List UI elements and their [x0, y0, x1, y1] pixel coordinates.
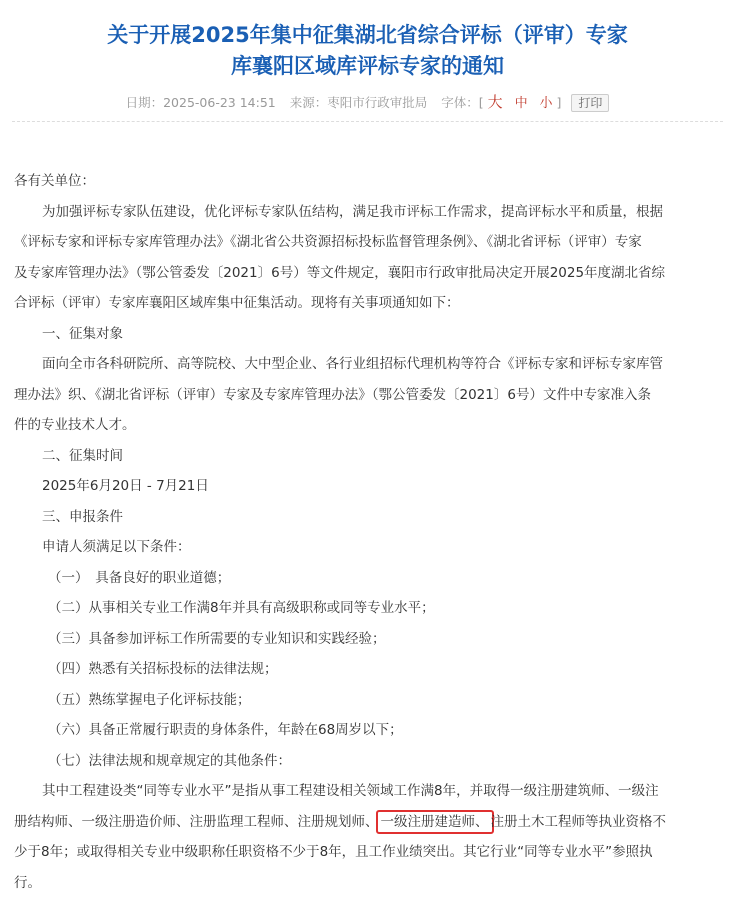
header-divider [12, 121, 723, 122]
condition-item: （五）熟练掌握电子化评标技能； [48, 691, 251, 708]
equivalent-level-line-4: 行。 [14, 874, 41, 891]
equivalent-level-line-2-start: 册结构师、一级注册造价师、注册监理工程师、注册规划师、 [14, 813, 379, 830]
intro-line-4: 合评标（评审）专家库襄阳区域库集中征集活动。现将有关事项通知如下： [14, 295, 460, 311]
source-name: 枣阳市行政审批局 [327, 95, 428, 110]
article-body [14, 166, 718, 898]
article-meta [0, 92, 735, 114]
salutation: 各有关单位： [14, 173, 95, 189]
equivalent-level-line-2-end: 注册土木工程师等执业资格不 [490, 813, 666, 830]
condition-item: （四）熟悉有关招标投标的法律法规； [48, 661, 278, 677]
font-size-large-button[interactable]: 大 [487, 93, 503, 111]
intro-line-1: 为加强评标专家队伍建设，优化评标专家队伍结构，满足我市评标工作需求，提高评标水平和质量，根据 [42, 203, 663, 220]
section-2-text: 2025年6月20日 - 7月21日 [42, 478, 209, 494]
bracket-open: [ [478, 95, 484, 110]
condition-item: （三）具备参加评标工作所需要的专业知识和实践经验； [48, 630, 386, 647]
intro-line-2: 《评标专家和评标专家库管理办法》《湖北省公共资源招标投标监督管理条例》、《湖北省评标（评审）专家 [14, 234, 642, 250]
section-1-heading: 一、征集对象 [42, 325, 123, 342]
equivalent-level-line-1: 其中工程建设类“同等专业水平”是指从事工程建设相关领域工作满8年，并取得一级注册建筑师、一级注 [42, 783, 659, 799]
section-3-heading: 三、申报条件 [42, 508, 123, 525]
highlighted-qualification: 一级注册建造师、 [376, 810, 494, 834]
section-1-line-1: 面向全市各科研院所、高等院校、大中型企业、各行业组招标代理机构等符合《评标专家和评标专家库管 [42, 356, 663, 372]
title-line-1: 关于开展2025年集中征集湖北省综合评标（评审）专家 [107, 23, 628, 47]
date-label: 日期： [125, 95, 164, 110]
equivalent-level-line-3: 少于8年；或取得相关专业中级职称任职资格不少于8年，且工作业绩突出。其它行业“同等专业水平”参照执 [14, 844, 653, 860]
publish-date: 2025-06-23 14:51 [163, 95, 276, 110]
article-title [0, 20, 735, 82]
bracket-close: ] [556, 95, 562, 110]
font-size-medium-button[interactable]: 中 [514, 96, 528, 111]
intro-line-3: 及专家库管理办法》（鄂公管委发〔2021〕6号）等文件规定，襄阳市行政审批局决定开展2025年度湖北省综 [14, 264, 666, 281]
condition-item: （一） 具备良好的职业道德； [48, 569, 231, 586]
section-1-line-2: 理办法》织、《湖北省评标（评审）专家及专家库管理办法》（鄂公管委发〔2021〕6号）文件中专家准入条 [14, 386, 651, 403]
section-1-line-3: 件的专业技术人才。 [14, 417, 136, 433]
condition-item: （六）具备正常履行职责的身体条件，年龄在68周岁以下； [48, 722, 403, 738]
condition-item: （二）从事相关专业工作满8年并具有高级职称或同等专业水平； [48, 600, 435, 616]
condition-item: （七）法律法规和规章规定的其他条件： [48, 752, 291, 769]
print-button[interactable]: 打印 [571, 94, 609, 112]
section-3-intro: 申请人须满足以下条件： [42, 539, 191, 555]
title-line-2: 库襄阳区域库评标专家的通知 [231, 54, 504, 78]
font-size-label: 字体： [441, 95, 479, 110]
equivalent-level-line-2 [14, 807, 718, 838]
source-label: 来源： [289, 95, 328, 110]
font-size-small-button[interactable]: 小 [539, 96, 553, 111]
section-2-heading: 二、征集时间 [42, 447, 123, 464]
